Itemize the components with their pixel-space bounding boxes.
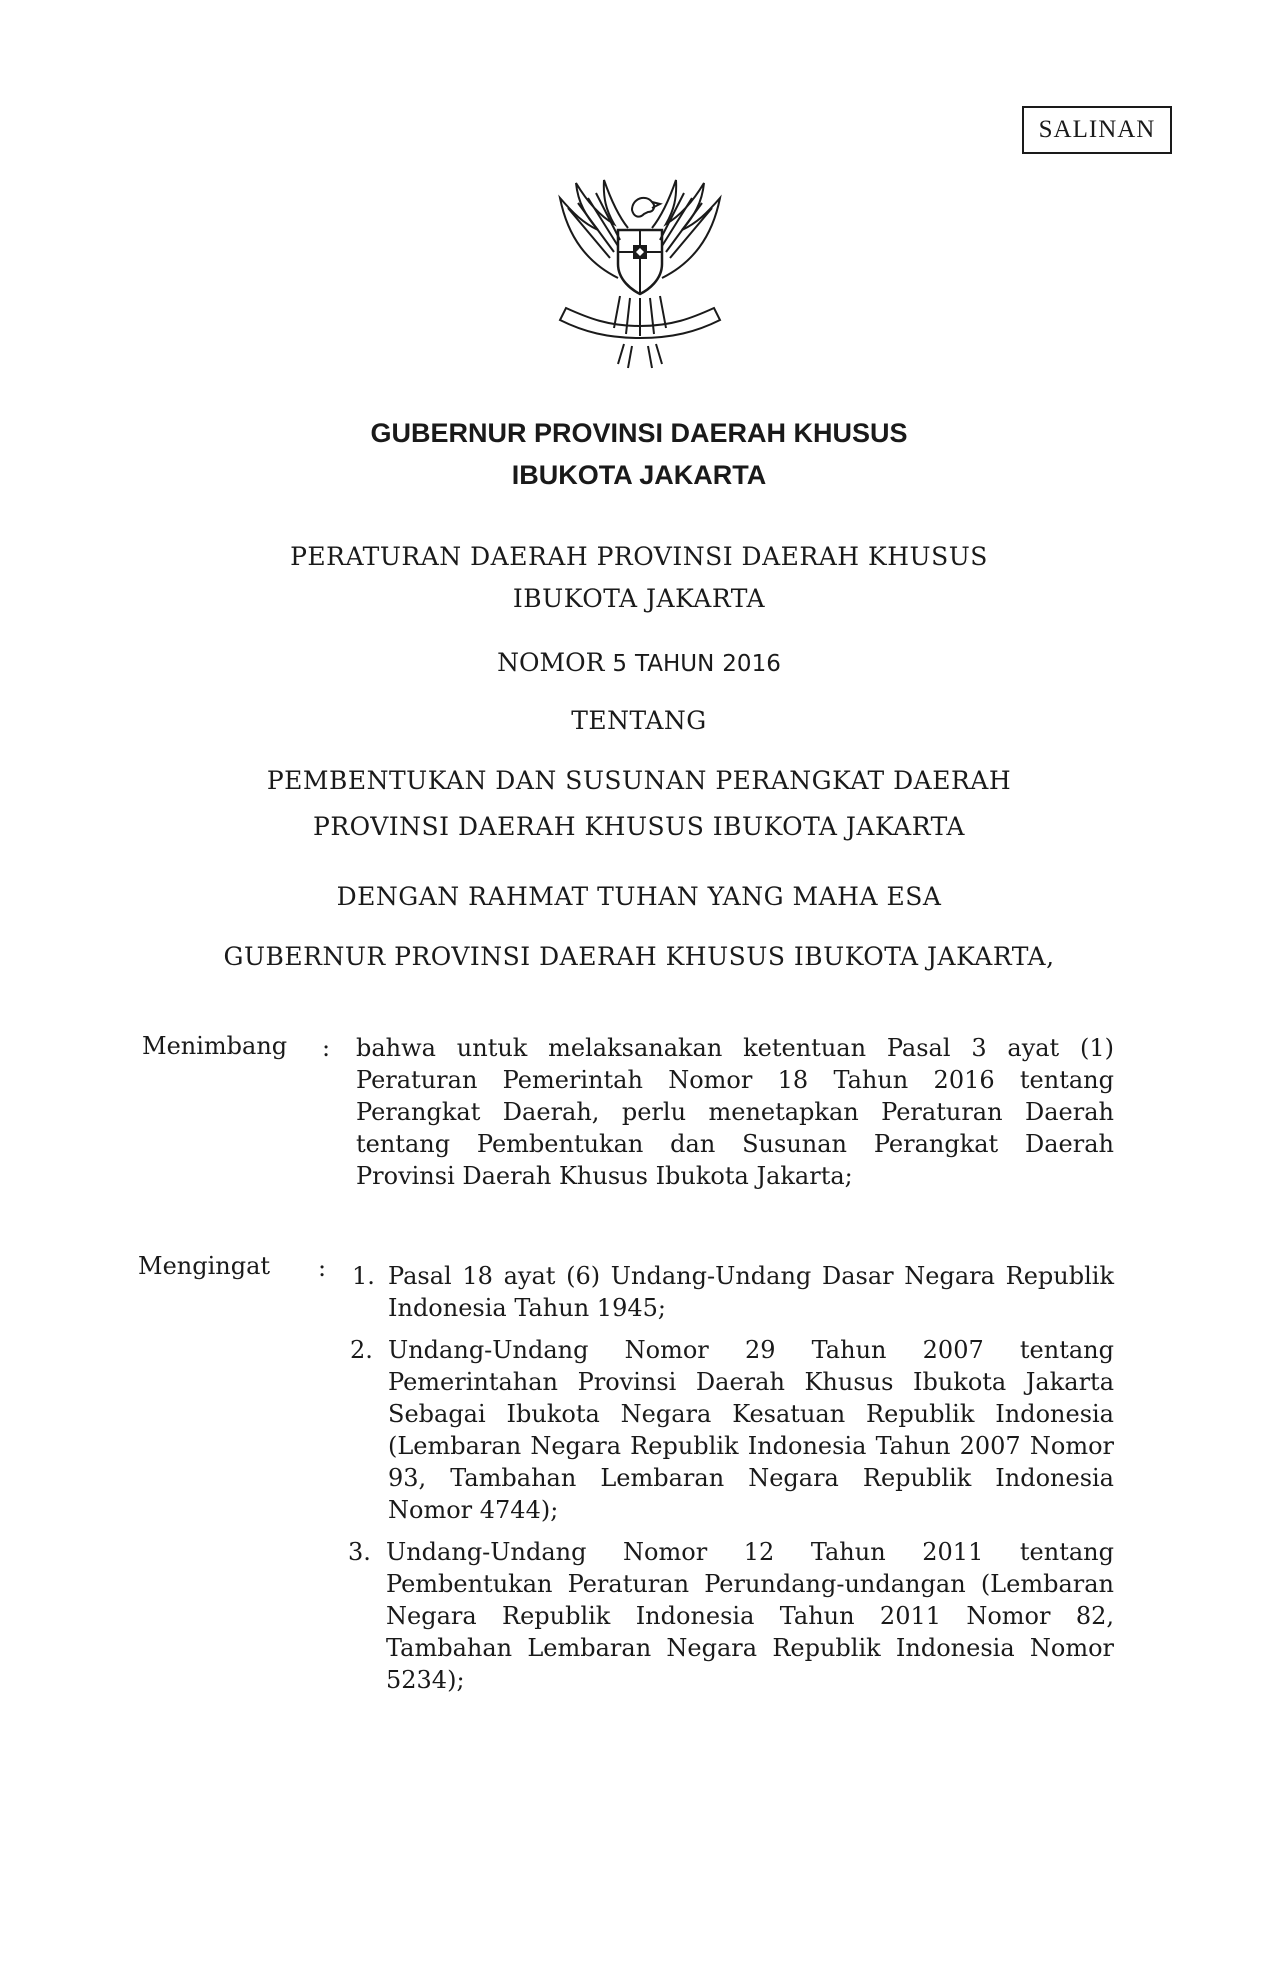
menimbang-colon: : <box>322 1034 331 1062</box>
menimbang-label: Menimbang <box>142 1032 288 1060</box>
subject-line1: PEMBENTUKAN DAN SUSUNAN PERANGKAT DAERAH <box>266 766 1012 795</box>
mengingat-item-text: Undang-Undang Nomor 29 Tahun 2007 tentang Pemerintahan Provinsi Daerah Khusus Ibukota Jakarta Sebagai Ibukota Negara Kesatuan Republik Indonesia (Lembaran Negara Republik Indonesia Tahun 2007 Nomor 93, Tambahan Lembaran Negara Republik Indonesia Nomor 4744); <box>388 1336 1114 1524</box>
issuer-line: GUBERNUR PROVINSI DAERAH KHUSUS IBUKOTA JAKARTA, <box>223 942 1055 971</box>
mengingat-item-number: 1. <box>352 1262 375 1290</box>
menimbang-text: bahwa untuk melaksanakan ketentuan Pasal 3 ayat (1) Peraturan Pemerintah Nomor 18 Tahun 2016 tentang Perangkat Daerah, perlu menetapkan Peraturan Daerah tentang Pembentukan dan Susunan Perangkat Daerah Provinsi Daerah Khusus Ibukota Jakarta; <box>356 1034 1114 1190</box>
nomor-value: 5 <box>612 651 628 677</box>
mengingat-label: Mengingat <box>138 1252 271 1280</box>
regulation-title-line1: PERATURAN DAERAH PROVINSI DAERAH KHUSUS <box>290 542 988 571</box>
mengingat-item-number: 2. <box>350 1336 373 1364</box>
mengingat-item-text: Pasal 18 ayat (6) Undang-Undang Dasar Negara Republik Indonesia Tahun 1945; <box>388 1262 1114 1322</box>
governor-title-line2: IBUKOTA JAKARTA <box>511 460 767 490</box>
mengingat-colon: : <box>318 1254 327 1282</box>
salinan-stamp: SALINAN <box>1022 106 1172 154</box>
tahun-label: TAHUN <box>635 651 715 677</box>
tentang-heading: TENTANG <box>571 706 707 735</box>
mengingat-item-number: 3. <box>348 1538 371 1566</box>
garuda-emblem-icon <box>548 168 732 380</box>
subject-line2: PROVINSI DAERAH KHUSUS IBUKOTA JAKARTA <box>313 812 965 841</box>
governor-title-line1: GUBERNUR PROVINSI DAERAH KHUSUS <box>370 418 908 448</box>
regulation-number <box>0 648 1278 677</box>
regulation-title-line2: IBUKOTA JAKARTA <box>512 584 766 613</box>
tahun-value: 2016 <box>722 651 781 677</box>
blessing-line: DENGAN RAHMAT TUHAN YANG MAHA ESA <box>336 882 942 911</box>
nomor-label: NOMOR <box>497 648 605 677</box>
mengingat-item-text: Undang-Undang Nomor 12 Tahun 2011 tentang Pembentukan Peraturan Perundang-undangan (Lembaran Negara Republik Indonesia Tahun 2011 Nomor 82, Tambahan Lembaran Negara Republik Indonesia Nomor 5234); <box>386 1538 1114 1694</box>
